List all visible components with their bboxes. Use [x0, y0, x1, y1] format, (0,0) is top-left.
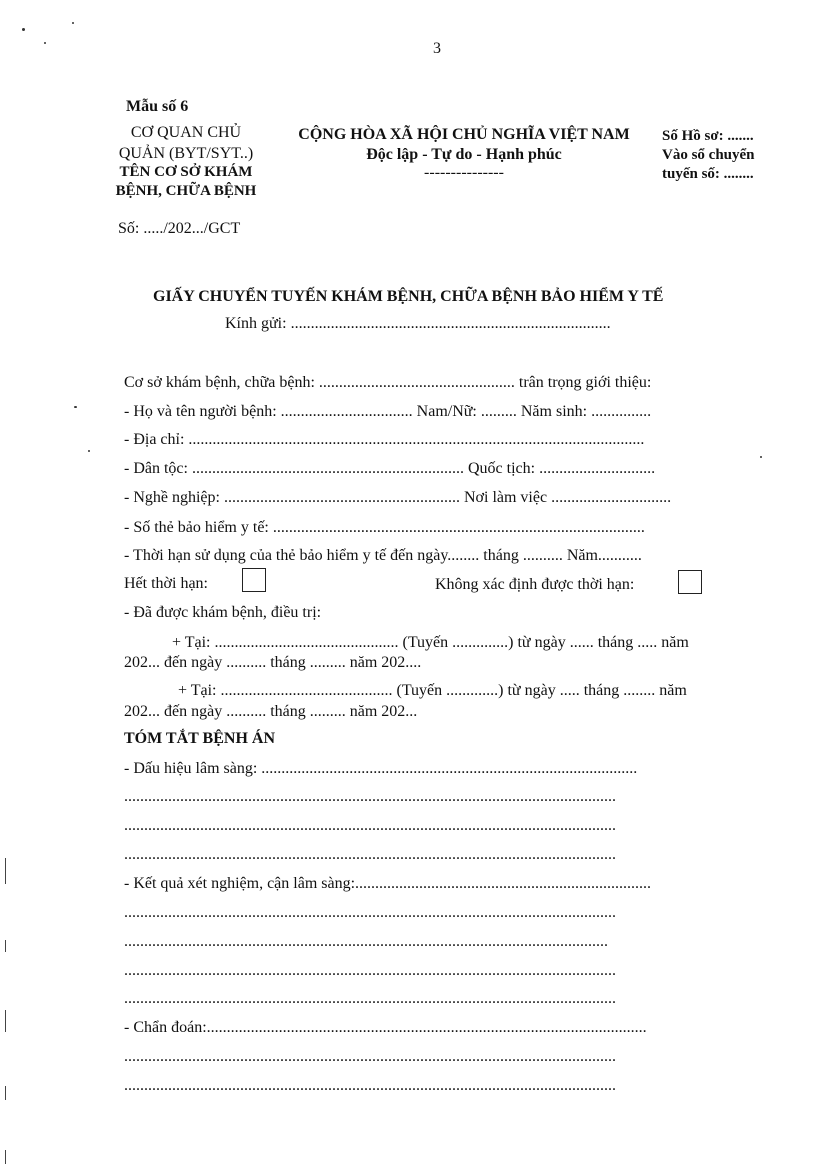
republic-title: CỘNG HÒA XÃ HỘI CHỦ NGHĨA VIỆT NAM — [298, 126, 630, 143]
scan-speck — [88, 450, 90, 452]
agency-line-2: QUẢN (BYT/SYT..) — [118, 145, 254, 162]
motto-underline: --------------- — [424, 164, 504, 181]
scan-edge-mark — [5, 1150, 6, 1164]
republic-motto: Độc lập - Tự do - Hạnh phúc — [366, 146, 562, 163]
dotted-line: ........................................................................................................................... — [124, 990, 616, 1007]
address-line: - Địa chỉ: .................................................................................................................. — [124, 431, 645, 448]
scan-speck — [74, 406, 77, 408]
page-number: 3 — [433, 40, 441, 57]
undetermined-label: Không xác định được thời hạn: — [435, 576, 635, 593]
agency-line-1: CƠ QUAN CHỦ — [130, 124, 242, 141]
undetermined-checkbox[interactable] — [678, 570, 702, 594]
transfer-register-label: Vào sổ chuyển — [662, 147, 755, 163]
scan-speck — [44, 42, 46, 44]
insurance-number-line: - Số thẻ bảo hiểm y tế: ............................................................................................. — [124, 519, 645, 536]
dotted-line: ........................................................................................................................... — [124, 1048, 616, 1065]
ethnicity-line: - Dân tộc: .................................................................... Quốc tịch: ............................. — [124, 460, 656, 477]
dotted-line: ........................................................................................................................... — [124, 904, 616, 921]
scan-speck — [760, 456, 762, 458]
validity-line: - Thời hạn sử dụng của thẻ bảo hiểm y tế đến ngày........ tháng .......... Năm........... — [124, 547, 642, 564]
transfer-register-number: tuyến số: ........ — [662, 166, 754, 182]
document-number: Số: ...../202.../GCT — [118, 220, 241, 237]
dotted-line: ........................................................................................................................... — [124, 817, 616, 834]
document-title: GIẤY CHUYỂN TUYẾN KHÁM BỆNH, CHỮA BỆNH BẢO HIỂM Y TẾ — [153, 288, 664, 305]
file-number: Số Hồ sơ: ....... — [662, 128, 754, 144]
treatment-history-label: - Đã được khám bệnh, điều trị: — [124, 604, 322, 621]
treatment-entry-1-line-2: 202... đến ngày .......... tháng ......... năm 202.... — [124, 654, 422, 671]
recipient-line: Kính gửi: ................................................................................ — [225, 315, 611, 332]
scan-speck — [72, 22, 74, 24]
dotted-line: ......................................................................................................................... — [124, 933, 608, 950]
patient-name-line: - Họ và tên người bệnh: ................................. Nam/Nữ: ......... Năm sinh: ............... — [124, 403, 652, 420]
agency-line-3: TÊN CƠ SỞ KHÁM — [119, 164, 253, 180]
dotted-line: ........................................................................................................................... — [124, 788, 616, 805]
diagnosis-line: - Chẩn đoán:.............................................................................................................. — [124, 1019, 647, 1036]
test-results-line: - Kết quả xét nghiệm, cận lâm sàng:.......................................................................... — [124, 875, 652, 892]
treatment-entry-2-line-2: 202... đến ngày .......... tháng ......... năm 202... — [124, 703, 418, 720]
scan-edge-mark — [5, 858, 6, 884]
scan-speck — [22, 28, 25, 31]
scan-edge-mark — [5, 1010, 6, 1032]
treatment-entry-1-line-1: + Tại: .............................................. (Tuyến ..............) từ ngày ...... tháng ..... năm — [172, 634, 689, 651]
form-code: Mẫu số 6 — [126, 98, 189, 115]
case-summary-heading: TÓM TẮT BỆNH ÁN — [124, 730, 275, 747]
treatment-entry-2-line-1: + Tại: ........................................... (Tuyến .............) từ ngày ..... tháng ........ năm — [178, 682, 687, 699]
clinical-signs-line: - Dấu hiệu lâm sàng: .............................................................................................. — [124, 760, 638, 777]
scan-edge-mark — [5, 940, 6, 952]
dotted-line: ........................................................................................................................... — [124, 962, 616, 979]
dotted-line: ........................................................................................................................... — [124, 846, 616, 863]
expired-label: Hết thời hạn: — [124, 575, 208, 592]
occupation-line: - Nghề nghiệp: ........................................................... Nơi làm việc .............................. — [124, 489, 672, 506]
dotted-line: ........................................................................................................................... — [124, 1077, 616, 1094]
agency-line-4: BỆNH, CHỮA BỆNH — [115, 183, 257, 199]
expired-checkbox[interactable] — [242, 568, 266, 592]
scan-edge-mark — [5, 1086, 6, 1100]
facility-line: Cơ sở khám bệnh, chữa bệnh: ................................................. trân trọng giới thiệu: — [124, 374, 652, 391]
